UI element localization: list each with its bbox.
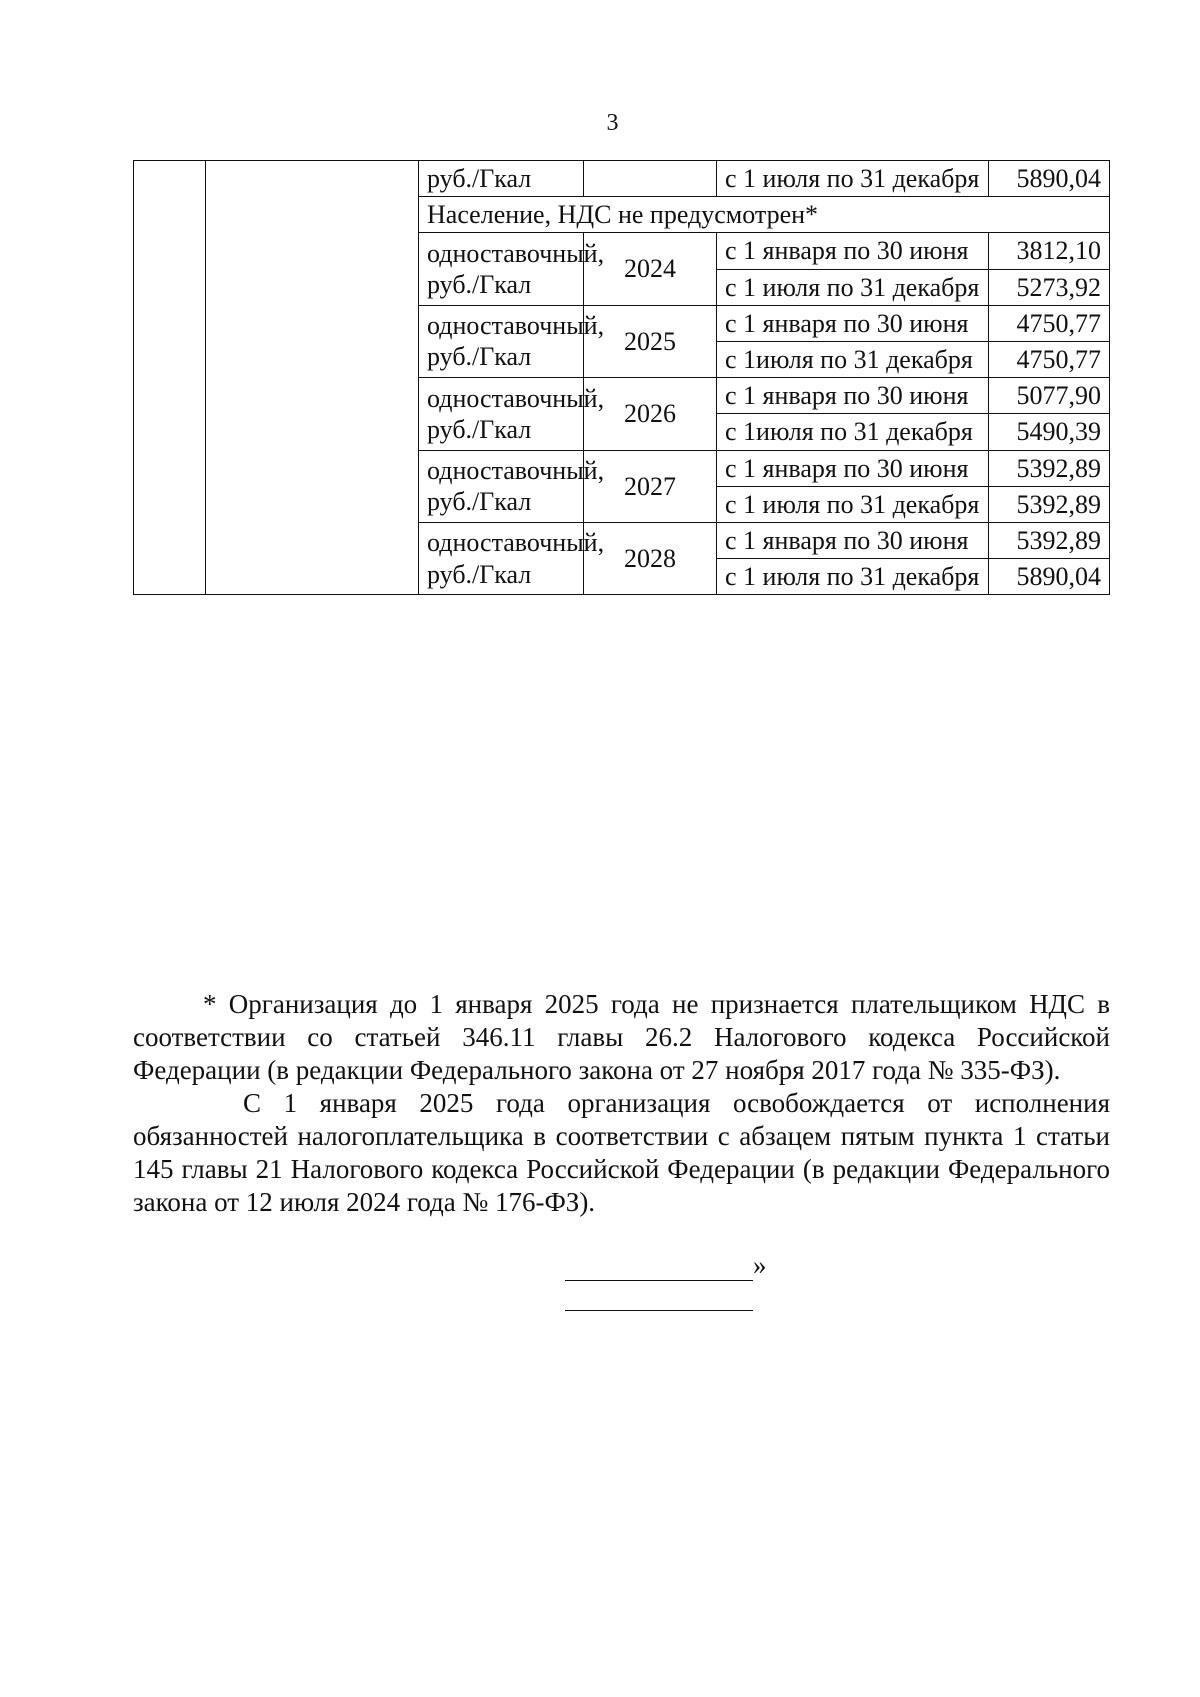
tariff-table — [133, 160, 1110, 595]
closing-lines — [565, 1250, 785, 1281]
closing-quote: » — [753, 1250, 767, 1280]
price-cell: 4750,77 — [989, 341, 1110, 377]
group-header: Население, НДС не предусмотрен* — [419, 197, 1110, 233]
price-cell: 4750,77 — [989, 305, 1110, 341]
price-cell: 5392,89 — [989, 522, 1110, 558]
period-cell: с 1 января по 30 июня — [717, 378, 989, 414]
unit-cell: одноставочный, руб./Гкал — [419, 522, 584, 594]
period-cell: с 1 января по 30 июня — [717, 522, 989, 558]
empty-cell — [134, 161, 206, 595]
price-cell: 5392,89 — [989, 486, 1110, 522]
price-cell: 5490,39 — [989, 414, 1110, 450]
period-cell: с 1июля по 31 декабря — [717, 341, 989, 377]
price-cell: 5392,89 — [989, 450, 1110, 486]
period-cell: с 1 июля по 31 декабря — [717, 559, 989, 595]
table-row — [134, 161, 1110, 197]
footnote-vat: * Организация до 1 января 2025 года не признается плательщиком НДС в соответствии со статьей 346.11 главы 26.2 Налогового кодекса Российской Федерации (в редакции Федерального закона от 27 ноября 2017 года № 335-ФЗ). — [133, 989, 1110, 1085]
footnote-exemption: С 1 января 2025 года организация освобождается от исполнения обязанностей налогоплательщика в соответствии с абзацем пятым пункта 1 статьи 145 главы 21 Налогового кодекса Российской Федерации (в редакции Федерального закона от 12 июля 2024 года № 176-ФЗ). — [133, 1088, 1110, 1217]
year-cell — [584, 161, 717, 197]
unit-cell: одноставочный, руб./Гкал — [419, 450, 584, 522]
period-cell: с 1 января по 30 июня — [717, 233, 989, 269]
closing-line — [565, 1254, 753, 1281]
unit-cell: одноставочный, руб./Гкал — [419, 233, 584, 305]
period-cell: с 1 июля по 31 декабря — [717, 486, 989, 522]
price-cell: 5273,92 — [989, 269, 1110, 305]
period-cell: с 1 июля по 31 декабря — [717, 269, 989, 305]
period-cell: с 1 января по 30 июня — [717, 305, 989, 341]
year-cell: 2027 — [584, 450, 717, 522]
price-cell: 3812,10 — [989, 233, 1110, 269]
price-cell: 5077,90 — [989, 378, 1110, 414]
price-cell: 5890,04 — [989, 559, 1110, 595]
period-cell: с 1июля по 31 декабря — [717, 414, 989, 450]
period-cell: с 1 января по 30 июня — [717, 450, 989, 486]
empty-cell — [206, 161, 419, 595]
period-cell: с 1 июля по 31 декабря — [717, 161, 989, 197]
year-cell: 2028 — [584, 522, 717, 594]
year-cell: 2025 — [584, 305, 717, 377]
year-cell: 2024 — [584, 233, 717, 305]
unit-cell: одноставочный, руб./Гкал — [419, 305, 584, 377]
year-cell: 2026 — [584, 378, 717, 450]
price-cell: 5890,04 — [989, 161, 1110, 197]
closing-line — [565, 1310, 753, 1311]
page-number: 3 — [606, 110, 619, 136]
unit-cell: одноставочный, руб./Гкал — [419, 378, 584, 450]
footnotes — [133, 988, 1110, 1219]
unit-cell: руб./Гкал — [419, 161, 584, 197]
